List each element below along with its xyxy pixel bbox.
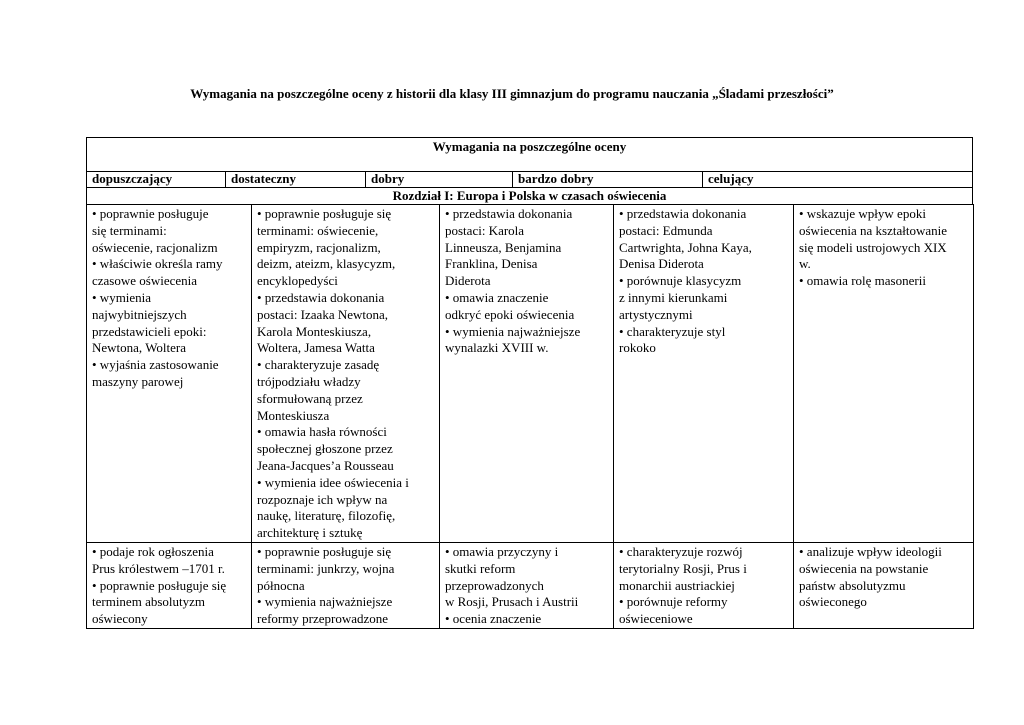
grade-label-bardzo-dobry: bardzo dobry (512, 171, 702, 188)
requirement-line: • podaje rok ogłoszenia (92, 544, 214, 559)
requirement-line: • omawia hasła równości (257, 424, 387, 440)
requirement-line: postaci: Izaaka Newtona, (257, 306, 389, 322)
requirement-line: • przedstawia dokonania (445, 206, 573, 221)
requirement-line: • poprawnie posługuje się (92, 577, 227, 593)
requirement-cell-dostateczny (252, 205, 440, 543)
requirements-row (87, 205, 974, 543)
requirement-line: deizm, ateizm, klasycyzm, (257, 256, 396, 272)
requirement-line: Diderota (445, 273, 491, 289)
requirement-line: oświeconego (799, 594, 867, 610)
requirement-line: się terminami: (92, 222, 167, 238)
grade-label-dostateczny: dostateczny (225, 171, 365, 188)
requirement-cell-dostateczny (252, 543, 440, 629)
requirement-line: sformułowaną przez (257, 390, 363, 406)
requirement-line: encyklopedyści (257, 273, 338, 289)
requirement-line: Franklina, Denisa (445, 256, 538, 272)
requirement-line: się modeli ustrojowych XIX (799, 239, 947, 255)
requirement-line: przedstawicieli epoki: (92, 323, 207, 339)
requirement-line: • omawia przyczyny i (445, 544, 559, 559)
requirement-line: oświecony (92, 611, 148, 627)
requirement-line: najwybitniejszych (92, 306, 187, 322)
requirement-line: • charakteryzuje styl (619, 323, 726, 339)
requirement-line: • porównuje reformy (619, 594, 728, 610)
requirements-row (87, 543, 974, 629)
requirement-line: • charakteryzuje zasadę (257, 357, 380, 373)
requirement-line: wynalazki XVIII w. (445, 340, 549, 356)
requirement-line: • poprawnie posługuje się (257, 206, 392, 221)
requirement-line: społecznej głoszone przez (257, 441, 393, 457)
requirement-line: • wymienia (92, 289, 152, 305)
requirement-line: Jeana-Jacques’a Rousseau (257, 457, 394, 473)
requirement-cell-dopuszczajacy (87, 205, 252, 543)
requirement-line: czasowe oświecenia (92, 273, 198, 289)
requirement-line: monarchii austriackiej (619, 577, 735, 593)
requirement-line: Monteskiusza (257, 407, 330, 423)
requirement-cell-celujacy (794, 543, 974, 629)
requirement-line: • przedstawia dokonania (257, 289, 385, 305)
requirement-line: terminami: oświecenie, (257, 222, 379, 238)
requirement-cell-dobry (440, 205, 614, 543)
requirement-line: rozpoznaje ich wpływ na (257, 491, 388, 507)
requirement-line: • ocenia znaczenie (445, 611, 542, 627)
document-title: Wymagania na poszczególne oceny z historii dla klasy III gimnazjum do programu nauczania „Śladami przeszłości” (190, 86, 834, 101)
requirement-line: państw absolutyzmu (799, 577, 906, 593)
requirement-line: oświecenia na powstanie (799, 560, 929, 576)
requirement-line: • poprawnie posługuje się (257, 544, 392, 559)
requirement-cell-bardzo-dobry (614, 205, 794, 543)
requirement-line: Linneusza, Benjamina (445, 239, 562, 255)
chapter-heading: Rozdział I: Europa i Polska w czasach oświecenia (86, 188, 973, 205)
requirement-line: Newtona, Woltera (92, 340, 187, 356)
requirement-line: empiryzm, racjonalizm, (257, 239, 381, 255)
requirement-line: • poprawnie posługuje (92, 206, 209, 221)
requirement-line: • wskazuje wpływ epoki (799, 206, 926, 221)
requirement-line: odkryć epoki oświecenia (445, 306, 575, 322)
requirements-table (86, 204, 974, 629)
requirements-header-title: Wymagania na poszczególne oceny (432, 139, 627, 154)
requirement-line: • charakteryzuje rozwój (619, 544, 743, 559)
requirement-line: z innymi kierunkami (619, 289, 728, 305)
requirement-line: terminami: junkrzy, wojna (257, 560, 395, 576)
requirement-line: północna (257, 577, 305, 593)
requirement-line: • porównuje klasycyzm (619, 273, 742, 289)
requirement-line: Prus królestwem –1701 r. (92, 560, 225, 576)
requirements-header (86, 137, 973, 188)
requirement-line: • właściwie określa ramy (92, 256, 223, 272)
requirement-cell-celujacy (794, 205, 974, 543)
grade-label-dopuszczajacy: dopuszczający (92, 171, 173, 186)
requirement-line: skutki reform (445, 560, 516, 576)
requirement-line: Woltera, Jamesa Watta (257, 340, 375, 356)
requirement-line: trójpodziału władzy (257, 373, 361, 389)
requirement-line: artystycznymi (619, 306, 693, 322)
requirement-line: rokoko (619, 340, 656, 356)
requirement-cell-dobry (440, 543, 614, 629)
requirement-line: architekturę i sztukę (257, 525, 363, 541)
requirement-line: postaci: Edmunda (619, 222, 713, 238)
requirement-line: oświecenia na kształtowanie (799, 222, 947, 238)
requirement-line: • wymienia najważniejsze (445, 323, 581, 339)
requirement-cell-bardzo-dobry (614, 543, 794, 629)
requirement-line: Denisa Diderota (619, 256, 704, 272)
requirement-line: oświeceniowe (619, 611, 693, 627)
requirement-line: w. (799, 256, 811, 272)
requirement-line: • wymienia najważniejsze (257, 594, 393, 610)
requirement-line: reformy przeprowadzone (257, 611, 389, 627)
requirement-cell-dopuszczajacy (87, 543, 252, 629)
requirement-line: Karola Monteskiusza, (257, 323, 372, 339)
requirement-line: • analizuje wpływ ideologii (799, 544, 942, 559)
requirement-line: przeprowadzonych (445, 577, 544, 593)
requirement-line: w Rosji, Prusach i Austrii (445, 594, 579, 610)
requirement-line: • wymienia idee oświecenia i (257, 474, 409, 490)
requirement-line: • wyjaśnia zastosowanie (92, 357, 219, 373)
requirement-line: • omawia rolę masonerii (799, 273, 926, 289)
requirement-line: • przedstawia dokonania (619, 206, 747, 221)
grade-label-dobry: dobry (365, 171, 512, 188)
requirement-line: postaci: Karola (445, 222, 525, 238)
requirement-line: naukę, literaturę, filozofię, (257, 508, 396, 524)
requirement-line: • omawia znaczenie (445, 289, 549, 305)
requirement-line: oświecenie, racjonalizm (92, 239, 218, 255)
grade-label-celujacy: celujący (702, 171, 972, 188)
requirement-line: maszyny parowej (92, 373, 184, 389)
requirement-line: terminem absolutyzm (92, 594, 206, 610)
requirement-line: Cartwrighta, Johna Kaya, (619, 239, 752, 255)
requirement-line: terytorialny Rosji, Prus i (619, 560, 747, 576)
